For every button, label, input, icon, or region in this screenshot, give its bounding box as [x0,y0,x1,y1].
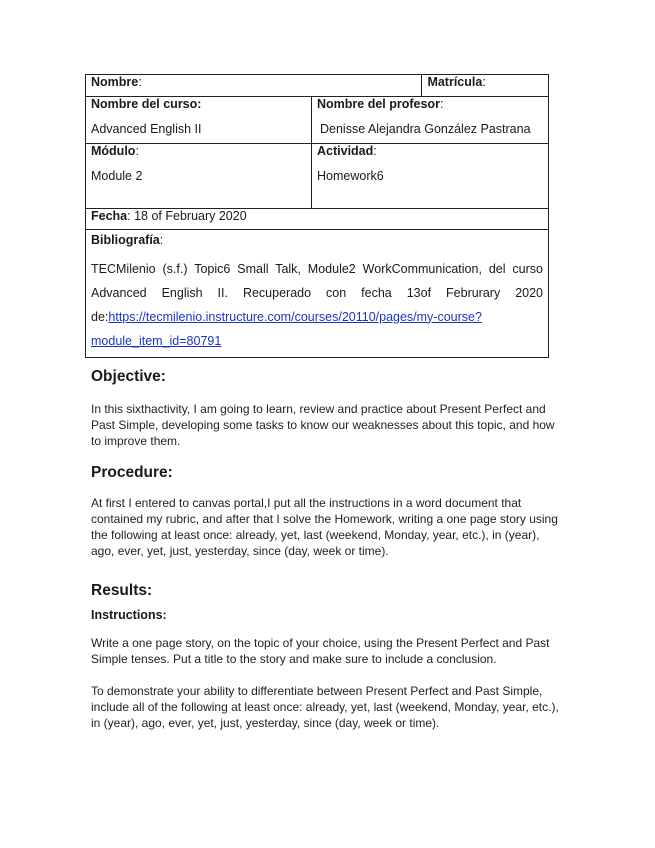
bibliografia-link-part-1: https://tecmilenio.instructure.com/courses/20110/pages/my-course? [108,309,482,324]
course-info-table [85,74,549,358]
instructions-paragraph-2: To demonstrate your ability to differentiate between Present Perfect and Past Simple, include all of the following at least once: already, yet, last (weekend, Monday, year, etc.), in (year), ago, ever, yet, just, yesterday, since (day, week or time). [91,684,559,730]
modulo-label: Módulo [91,144,136,158]
nombre-cell [86,75,422,97]
matricula-label: Matrícula [427,75,483,89]
profesor-value: Denisse Alejandra González Pastrana [320,121,531,136]
objective-heading: Objective: [91,368,166,385]
modulo-value: Module 2 [91,168,143,183]
actividad-value: Homework6 [317,168,384,183]
instructions-heading: Instructions: [91,608,167,622]
modulo-cell [86,144,312,209]
bibliografia-colon: : [159,233,164,247]
nombre-label: Nombre [91,75,139,89]
bibliografia-citation [91,257,543,353]
bibliografia-label: Bibliografía [91,233,160,247]
procedure-text: At first I entered to canvas portal,I put all the instructions in a word document that contained my rubric, and after that I solve the Homework, writing a one page story using the following at least once: already, yet, last (weekend, Monday, year, etc.), in (year), ago, ever, yet, just, yesterday, since (day, week or time). [91,496,558,558]
matricula-colon: : [482,75,486,89]
bibliografia-link-part-2: module_item_id=80791 [91,333,222,348]
profesor-cell [312,97,549,144]
objective-text: In this sixthactivity, I am going to learn, review and practice about Present Perfect and Past Simple, developing some tasks to know our weaknesses about this topic, and how to improve them. [91,402,555,448]
results-heading: Results: [91,582,153,599]
fecha-label: Fecha [91,209,128,223]
matricula-cell [422,75,549,97]
procedure-heading: Procedure: [91,464,173,481]
modulo-colon: : [135,144,139,158]
profesor-label: Nombre del profesor [317,97,440,111]
actividad-colon: : [373,144,377,158]
fecha-cell [86,209,549,230]
report-body [91,368,563,731]
curso-value: Advanced English II [91,121,202,136]
fecha-value: : 18 of February 2020 [127,209,247,223]
actividad-cell [312,144,549,209]
curso-cell [86,97,312,144]
actividad-label: Actividad [317,144,374,158]
instructions-paragraph-1: Write a one page story, on the topic of your choice, using the Present Perfect and Past Simple tenses. Put a title to the story and make sure to include a conclusion. [91,636,550,666]
bibliografia-cell [86,230,549,358]
bibliografia-text: TECMilenio (s.f.) Topic6 Small Talk, Module2 WorkCommunication, del curso Advanced English II. Recuperado con fecha 13of Februrary 2020 de: [91,261,543,324]
curso-label: Nombre del curso: [91,97,202,111]
profesor-colon: : [439,97,444,111]
nombre-colon: : [138,75,142,89]
bibliografia-link[interactable] [91,310,482,348]
